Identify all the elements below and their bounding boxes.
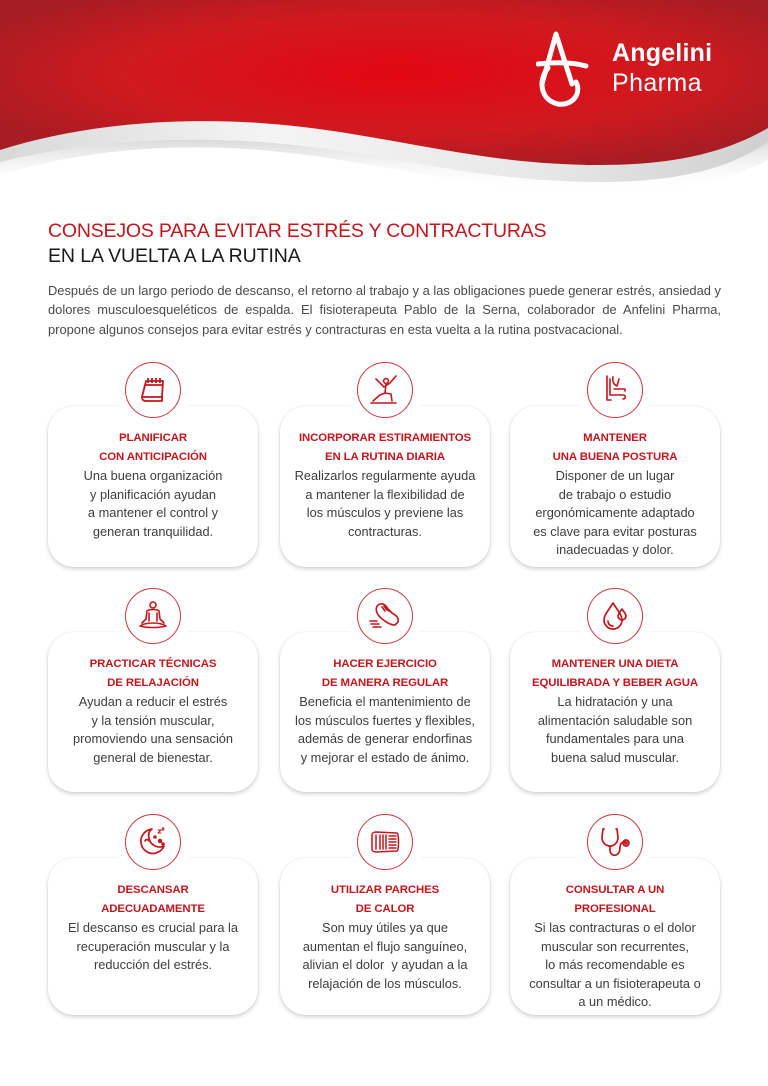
tip-description [48, 693, 258, 767]
tip-description-line: muscular son recurrentes, [541, 938, 689, 954]
tip-card [280, 632, 490, 792]
moon-sleep-icon [125, 814, 181, 870]
tip-description-line: Disponer de un lugar [555, 468, 675, 483]
angelini-logo-mark-icon [536, 28, 590, 110]
stethoscope-icon [587, 814, 643, 870]
tip-description-line: general de bienestar. [93, 749, 213, 765]
tip-card [48, 858, 258, 1015]
tip-description-line: reducción del estrés. [93, 957, 213, 973]
tip-description-line: consultar a un fisioterapeuta o [529, 975, 701, 991]
tip-description-line: El descanso es crucial para la [67, 920, 238, 935]
tip-description-line: recuperación muscular y la [76, 938, 230, 954]
tip-title-line-2: DE CALOR [355, 902, 415, 915]
tip-card [510, 632, 720, 792]
tip-title-line-1: CONSULTAR A UN [565, 884, 665, 896]
tip-description [510, 919, 720, 1012]
tip-title [280, 881, 490, 918]
tip-title-line-2: DE RELAJACIÓN [107, 676, 199, 689]
tip-card [48, 632, 258, 792]
tip-description-line: además de generar endorfinas [297, 731, 473, 747]
tip-title-line-2: DE MANERA REGULAR [321, 676, 449, 689]
tip-title-line-1: INCORPORAR ESTIRAMIENTOS [298, 432, 472, 444]
brand-name: Angelini [612, 39, 713, 67]
tip-card [48, 406, 258, 567]
tip-description-line: lo más recomendable es [545, 957, 685, 973]
water-drops-icon [587, 588, 643, 644]
stretching-icon [357, 362, 413, 418]
tip-description-line: fundamentales para una [545, 731, 685, 747]
tip-title-line-1: UTILIZAR PARCHES [330, 884, 440, 896]
tip-description-line: Una buena organización [83, 468, 223, 483]
tip-title-line-2: ADECUADAMENTE [101, 902, 205, 915]
calendar-icon [125, 362, 181, 418]
tip-title [280, 429, 490, 466]
tip-title [48, 429, 258, 466]
tip-description-line: Si las contracturas o el dolor [534, 920, 696, 935]
tip-card [280, 406, 490, 567]
tip-description-line: promoviendo una sensación [72, 731, 234, 747]
intro-paragraph: Después de un largo periodo de descanso, el retorno al trabajo y a las obligaciones puede generar estrés, ansiedad y dolores musculoesqueléticos de espalda. El fisioterapeuta Pablo de la Serna, colaborador de Anfelini Pharma, propone algunos consejos para evitar estrés y contracturas en esta vuelta a la rutina postvacacional. [48, 283, 721, 337]
tip-description-line: aumentan el flujo sanguíneo, [302, 938, 468, 954]
tip-description-line: Son muy útiles ya que [322, 920, 448, 935]
brand-subname: Pharma [612, 69, 702, 97]
tip-description-line: ergonómicamente adaptado [535, 505, 695, 521]
tip-description-line: es clave para evitar posturas [533, 523, 697, 539]
title-line-1: CONSEJOS PARA EVITAR ESTRÉS Y CONTRACTURAS [48, 220, 547, 242]
tip-title [280, 655, 490, 692]
tip-description-line: los músculos fuertes y flexibles, [295, 712, 475, 728]
tip-title-line-2: CON ANTICIPACIÓN [99, 450, 207, 463]
tip-description-line: de trabajo o estudio [558, 486, 672, 502]
tip-description [510, 693, 720, 767]
page-title [48, 219, 728, 269]
tip-description-line: a mantener el control y [87, 505, 219, 521]
tip-card [510, 406, 720, 567]
tip-description-line: generan tranquilidad. [92, 523, 214, 539]
tip-title [48, 655, 258, 692]
tip-description [280, 467, 490, 541]
tip-title [510, 881, 720, 918]
tip-description-line: Ayudan a reducir el estrés [78, 694, 228, 709]
angelini-pharma-logo [536, 28, 736, 112]
tip-description [280, 693, 490, 767]
meditation-icon [125, 588, 181, 644]
tip-title-line-2: PROFESIONAL [574, 902, 656, 915]
tip-card [510, 858, 720, 1015]
tip-description-line: a mantener la flexibilidad de [305, 486, 465, 502]
tip-description-line: y planificación ayudan [90, 486, 216, 502]
tip-description [48, 919, 258, 975]
tip-title-line-1: PRACTICAR TÉCNICAS [89, 658, 217, 670]
tip-description-line: y mejorar el estado de ánimo. [300, 749, 470, 765]
tip-description-line: Beneficia el mantenimiento de [299, 694, 471, 709]
tip-title-line-1: DESCANSAR [117, 884, 189, 896]
tip-description-line: Realizarlos regularmente ayuda [294, 468, 476, 483]
title-line-2: EN LA VUELTA A LA RUTINA [48, 245, 301, 267]
tip-title [48, 881, 258, 918]
tip-description-line: relajación de los músculos. [308, 975, 462, 991]
tip-description-line: inadecuadas y dolor. [556, 542, 674, 558]
tip-description-line: contracturas. [348, 523, 422, 539]
tip-description [48, 467, 258, 541]
heat-patch-icon [357, 814, 413, 870]
tip-title-line-1: PLANIFICAR [119, 432, 187, 444]
tip-description-line: y la tensión muscular, [91, 712, 215, 728]
tip-card [280, 858, 490, 1015]
tip-description-line: a un médico. [578, 994, 652, 1010]
tip-description [510, 467, 720, 560]
tip-description-line: los músculos y previene las [306, 505, 464, 521]
tip-title-line-2: EQUILIBRADA Y BEBER AGUA [532, 676, 698, 689]
tip-title [510, 429, 720, 466]
tip-title-line-1: MANTENER [583, 432, 647, 444]
tip-title-line-2: UNA BUENA POSTURA [552, 450, 678, 463]
tip-description-line: alivian el dolor y ayudan a la [302, 957, 468, 973]
running-shoe-icon [357, 588, 413, 644]
tip-title-line-2: EN LA RUTINA DIARIA [324, 450, 445, 463]
tip-title-line-1: MANTENER UNA DIETA [551, 658, 679, 670]
tip-description [280, 919, 490, 993]
tip-title [510, 655, 720, 692]
chair-posture-icon [587, 362, 643, 418]
header-banner [0, 0, 768, 200]
tip-description-line: alimentación saludable son [537, 712, 693, 728]
tip-description-line: buena salud muscular. [550, 749, 680, 765]
tip-title-line-1: HACER EJERCICIO [333, 658, 437, 670]
tip-description-line: La hidratación y una [557, 694, 673, 709]
